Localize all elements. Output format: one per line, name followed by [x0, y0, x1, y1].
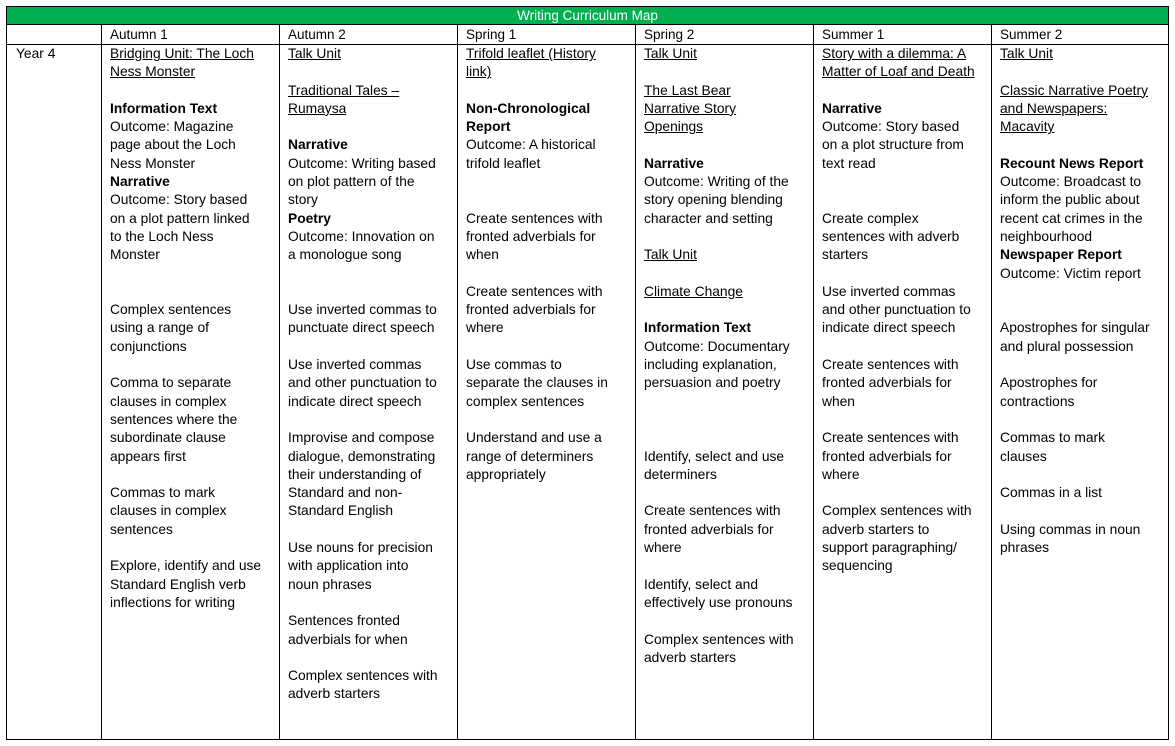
blank-line [288, 411, 456, 429]
blank-line [644, 301, 812, 319]
cell-text-line: support paragraphing/ [822, 540, 957, 556]
unit-link-text: Talk Unit [288, 46, 341, 61]
blank-line [822, 173, 990, 191]
header-autumn-2: Autumn 2 [288, 27, 346, 42]
unit-link-text: Bridging Unit: The Loch [110, 46, 254, 61]
cell-text-line: Sentences fronted [288, 613, 400, 629]
unit-link-text: link) [466, 64, 492, 80]
column-divider [991, 25, 992, 739]
cell-text-line: Create sentences with [466, 283, 603, 299]
cell-text-line: Identify, select and use [644, 448, 785, 464]
cell-text-line: fronted adverbials for [822, 448, 952, 464]
blank-line [466, 82, 634, 100]
blank-line [822, 484, 990, 502]
blank-line [466, 191, 634, 209]
cell-text-line: and other punctuation to [288, 375, 437, 391]
cell-text-line: clauses in complex [110, 393, 227, 409]
cell-text-line: to the Loch Ness [110, 228, 214, 244]
curriculum-table [6, 6, 1169, 740]
unit-link-text: Talk Unit [644, 247, 697, 263]
cell-autumn-1 [110, 45, 278, 612]
blank-line [110, 356, 278, 374]
cell-text-line: Outcome: Writing based [288, 155, 436, 171]
blank-line [822, 265, 990, 283]
cell-text-line: Complex sentences with [822, 503, 972, 519]
cell-text-line: Create sentences with [822, 430, 959, 446]
blank-line [288, 594, 456, 612]
cell-text-line: Outcome: Story based [822, 119, 960, 135]
blank-line [644, 429, 812, 447]
cell-text-line: contractions [1000, 393, 1075, 409]
blank-line [644, 557, 812, 575]
cell-text-line: effectively use pronouns [644, 594, 793, 610]
cell-text-line: Use inverted commas to [288, 302, 437, 318]
cell-text-line: complex sentences [466, 393, 585, 409]
cell-text-line: adverbials for when [288, 631, 408, 647]
cell-text-line: determiners [644, 466, 717, 482]
cell-text-line: including explanation, [644, 357, 777, 373]
column-divider [101, 25, 102, 739]
unit-link-text: The Last Bear [644, 82, 731, 98]
cell-text-line: Create sentences with [644, 503, 781, 519]
row-label-year-4: Year 4 [16, 46, 56, 61]
header-summer-2: Summer 2 [1000, 27, 1063, 42]
blank-line [1000, 283, 1168, 301]
cell-text-line: adverb starters [644, 649, 737, 665]
cell-summer-1 [822, 45, 990, 576]
cell-text-line: starters [822, 247, 868, 263]
blank-line [110, 265, 278, 283]
cell-text-line: clauses [1000, 448, 1047, 464]
blank-line [822, 338, 990, 356]
blank-line [110, 539, 278, 557]
header-summer-1: Summer 1 [822, 27, 885, 42]
unit-link-text: Trifold leaflet (History [466, 46, 596, 61]
cell-spring-1 [466, 45, 634, 484]
cell-text-line: text read [822, 155, 876, 171]
cell-text-line: Commas to mark [110, 485, 216, 501]
blank-line [288, 521, 456, 539]
cell-text-line: indicate direct speech [288, 393, 422, 409]
cell-text-line: fronted adverbials for [466, 302, 596, 318]
blank-line [1000, 411, 1168, 429]
blank-line [466, 265, 634, 283]
genre-heading: Narrative [644, 155, 704, 171]
unit-link-text: Classic Narrative Poetry [1000, 82, 1148, 98]
blank-line [644, 393, 812, 411]
unit-link-text: Talk Unit [644, 46, 697, 61]
cell-text-line: Standard and non- [288, 485, 403, 501]
column-divider [279, 25, 280, 739]
cell-text-line: fronted adverbials for [466, 228, 596, 244]
cell-text-line: page about the Loch [110, 137, 236, 153]
unit-link-text: and Newspapers: [1000, 100, 1108, 116]
cell-text-line: Use inverted commas [822, 283, 956, 299]
cell-text-line: Complex sentences [110, 302, 232, 318]
cell-text-line: where [644, 540, 682, 556]
cell-text-line: Identify, select and [644, 576, 759, 592]
unit-link-text: Macavity [1000, 119, 1055, 135]
cell-text-line: noun phrases [288, 576, 372, 592]
blank-line [466, 338, 634, 356]
header-spring-1: Spring 1 [466, 27, 517, 42]
cell-text-line: sequencing [822, 558, 893, 574]
cell-text-line: on a plot structure from [822, 137, 964, 153]
cell-text-line: Outcome: Broadcast to [1000, 174, 1142, 190]
unit-link-text: Narrative Story [644, 100, 737, 116]
cell-text-line: where [822, 466, 860, 482]
cell-text-line: punctuate direct speech [288, 320, 435, 336]
cell-text-line: sentences with adverb [822, 228, 960, 244]
cell-text-line: inflections for writing [110, 594, 235, 610]
cell-text-line: Outcome: A historical [466, 137, 596, 153]
cell-text-line: adverb starters to [822, 521, 930, 537]
header-autumn-1: Autumn 1 [110, 27, 168, 42]
cell-text-line: Commas in a list [1000, 485, 1102, 501]
genre-heading: Poetry [288, 210, 331, 226]
cell-autumn-2 [288, 45, 456, 704]
column-divider [813, 25, 814, 739]
cell-text-line: appropriately [466, 466, 546, 482]
table-title: Writing Curriculum Map [7, 7, 1168, 25]
cell-text-line: Outcome: Innovation on [288, 228, 435, 244]
unit-link-text: Ness Monster [110, 64, 196, 80]
cell-text-line: on a plot pattern linked [110, 210, 250, 226]
cell-text-line: sentences where the [110, 411, 238, 427]
unit-link-text: Openings [644, 119, 704, 135]
cell-text-line: Create sentences with [466, 210, 603, 226]
blank-line [1000, 502, 1168, 520]
column-divider [635, 25, 636, 739]
cell-text-line: Outcome: Victim report [1000, 265, 1141, 281]
genre-heading: Recount News Report [1000, 155, 1144, 171]
cell-text-line: where [466, 320, 504, 336]
cell-text-line: and plural possession [1000, 338, 1134, 354]
blank-line [110, 466, 278, 484]
cell-text-line: using a range of [110, 320, 209, 336]
genre-heading: Narrative [822, 100, 882, 116]
cell-text-line: their understanding of [288, 466, 422, 482]
cell-text-line: Create complex [822, 210, 919, 226]
cell-text-line: Outcome: Writing of the [644, 174, 789, 190]
genre-heading: Narrative [110, 174, 170, 190]
blank-line [288, 338, 456, 356]
cell-text-line: recent cat crimes in the [1000, 210, 1143, 226]
genre-heading: Narrative [288, 137, 348, 153]
cell-text-line: separate the clauses in [466, 375, 608, 391]
blank-line [644, 484, 812, 502]
cell-spring-2 [644, 45, 812, 667]
blank-line [466, 411, 634, 429]
cell-text-line: with application into [288, 558, 409, 574]
blank-line [288, 649, 456, 667]
cell-text-line: story [288, 192, 318, 208]
cell-text-line: Standard English [288, 503, 394, 519]
blank-line [1000, 63, 1168, 81]
cell-text-line: inform the public about [1000, 192, 1140, 208]
cell-text-line: indicate direct speech [822, 320, 956, 336]
cell-text-line: dialogue, demonstrating [288, 448, 436, 464]
blank-line [644, 612, 812, 630]
blank-line [110, 82, 278, 100]
genre-heading: Newspaper Report [1000, 247, 1122, 263]
unit-link-text: Story with a dilemma: A [822, 46, 967, 61]
blank-line [644, 136, 812, 154]
cell-text-line: Using commas in noun [1000, 521, 1141, 537]
blank-line [110, 283, 278, 301]
blank-line [644, 265, 812, 283]
cell-summer-2 [1000, 45, 1168, 557]
cell-text-line: Complex sentences with [644, 631, 794, 647]
cell-text-line: Understand and use a [466, 430, 602, 446]
blank-line [288, 63, 456, 81]
cell-text-line: character and setting [644, 210, 773, 226]
cell-text-line: Apostrophes for singular [1000, 320, 1150, 336]
cell-text-line: Outcome: Documentary [644, 338, 790, 354]
cell-text-line: Use commas to [466, 357, 562, 373]
blank-line [822, 411, 990, 429]
blank-line [1000, 136, 1168, 154]
blank-line [288, 118, 456, 136]
cell-text-line: conjunctions [110, 338, 187, 354]
genre-heading: Information Text [110, 100, 218, 116]
unit-link-text: Talk Unit [1000, 46, 1053, 61]
cell-text-line: Use nouns for precision [288, 540, 433, 556]
header-spring-2: Spring 2 [644, 27, 695, 42]
blank-line [644, 411, 812, 429]
blank-line [644, 63, 812, 81]
genre-heading: Non-Chronological [466, 100, 591, 116]
cell-text-line: adverb starters [288, 686, 381, 702]
blank-line [1000, 356, 1168, 374]
cell-text-line: Use inverted commas [288, 357, 422, 373]
cell-text-line: phrases [1000, 540, 1050, 556]
cell-text-line: Commas to mark [1000, 430, 1106, 446]
cell-text-line: clauses in complex [110, 503, 227, 519]
cell-text-line: on plot pattern of the [288, 174, 415, 190]
cell-text-line: story opening blending [644, 192, 783, 208]
column-divider [457, 25, 458, 739]
cell-text-line: neighbourhood [1000, 228, 1093, 244]
blank-line [822, 191, 990, 209]
blank-line [288, 283, 456, 301]
genre-heading: Report [466, 119, 511, 135]
cell-text-line: Monster [110, 247, 160, 263]
genre-heading: Information Text [644, 320, 752, 336]
cell-text-line: Explore, identify and use [110, 558, 262, 574]
blank-line [644, 228, 812, 246]
cell-text-line: Ness Monster [110, 155, 196, 171]
cell-text-line: appears first [110, 448, 186, 464]
cell-text-line: when [466, 247, 499, 263]
cell-text-line: Improvise and compose [288, 430, 435, 446]
blank-line [288, 265, 456, 283]
blank-line [466, 173, 634, 191]
cell-text-line: persuasion and poetry [644, 375, 781, 391]
cell-text-line: when [822, 393, 855, 409]
cell-text-line: Apostrophes for [1000, 375, 1098, 391]
cell-text-line: Outcome: Story based [110, 192, 248, 208]
cell-text-line: Complex sentences with [288, 668, 438, 684]
cell-text-line: Comma to separate [110, 375, 232, 391]
unit-link-text: Matter of Loaf and Death [822, 64, 975, 80]
blank-line [1000, 301, 1168, 319]
cell-text-line: Create sentences with [822, 357, 959, 373]
cell-text-line: range of determiners [466, 448, 594, 464]
cell-text-line: fronted adverbials for [644, 521, 774, 537]
cell-text-line: subordinate clause [110, 430, 226, 446]
cell-text-line: fronted adverbials for [822, 375, 952, 391]
unit-link-text: Rumaysa [288, 100, 347, 116]
blank-line [1000, 466, 1168, 484]
cell-text-line: sentences [110, 521, 173, 537]
cell-text-line: Standard English verb [110, 576, 246, 592]
unit-link-text: Climate Change [644, 283, 743, 299]
cell-text-line: Outcome: Magazine [110, 119, 234, 135]
blank-line [822, 82, 990, 100]
cell-text-line: a monologue song [288, 247, 402, 263]
cell-text-line: and other punctuation to [822, 302, 971, 318]
cell-text-line: trifold leaflet [466, 155, 541, 171]
unit-link-text: Traditional Tales – [288, 82, 400, 98]
